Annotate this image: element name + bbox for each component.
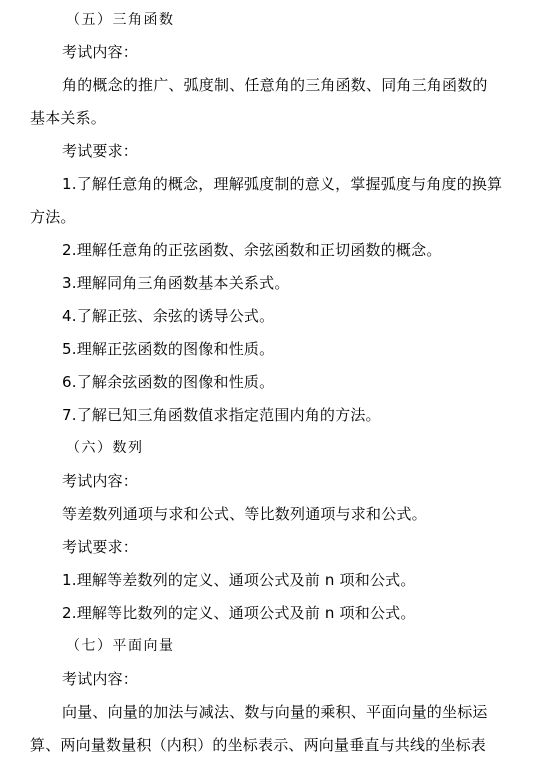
content-label: 考试内容： [62,472,139,490]
content-line: 算、两向量数量积（内积）的坐标表示、两向量垂直与共线的坐标表 [30,736,487,754]
requirements-label: 考试要求： [62,538,139,556]
content-line: 基本关系。 [30,109,107,127]
content-line: 向量、向量的加法与减法、数与向量的乘积、平面向量的坐标运 [62,703,488,721]
requirement-line: 6.了解余弦函数的图像和性质。 [62,373,275,391]
content-line: 角的概念的推广、弧度制、任意角的三角函数、同角三角函数的 [62,76,488,94]
section-heading: （六）数列 [66,440,144,456]
requirements-label: 考试要求： [62,142,139,160]
requirement-line: 4.了解正弦、余弦的诱导公式。 [62,307,275,325]
requirement-line: 1.了解任意角的概念，理解弧度制的意义，掌握弧度与角度的换算 [62,175,503,193]
section-heading: （七）平面向量 [66,638,175,654]
section-heading: （五）三角函数 [66,12,175,28]
content-label: 考试内容： [62,43,139,61]
requirement-line: 3.理解同角三角函数基本关系式。 [62,274,290,292]
requirement-line: 2.理解任意角的正弦函数、余弦函数和正切函数的概念。 [62,241,442,259]
requirement-line: 方法。 [30,208,76,226]
requirement-line: 2.理解等比数列的定义、通项公式及前 n 项和公式。 [62,604,416,622]
requirement-line: 1.理解等差数列的定义、通项公式及前 n 项和公式。 [62,571,416,589]
requirement-line: 7.了解已知三角函数值求指定范围内角的方法。 [62,406,381,424]
content-label: 考试内容： [62,670,139,688]
requirement-line: 5.理解正弦函数的图像和性质。 [62,340,275,358]
content-line: 等差数列通项与求和公式、等比数列通项与求和公式。 [62,505,427,523]
